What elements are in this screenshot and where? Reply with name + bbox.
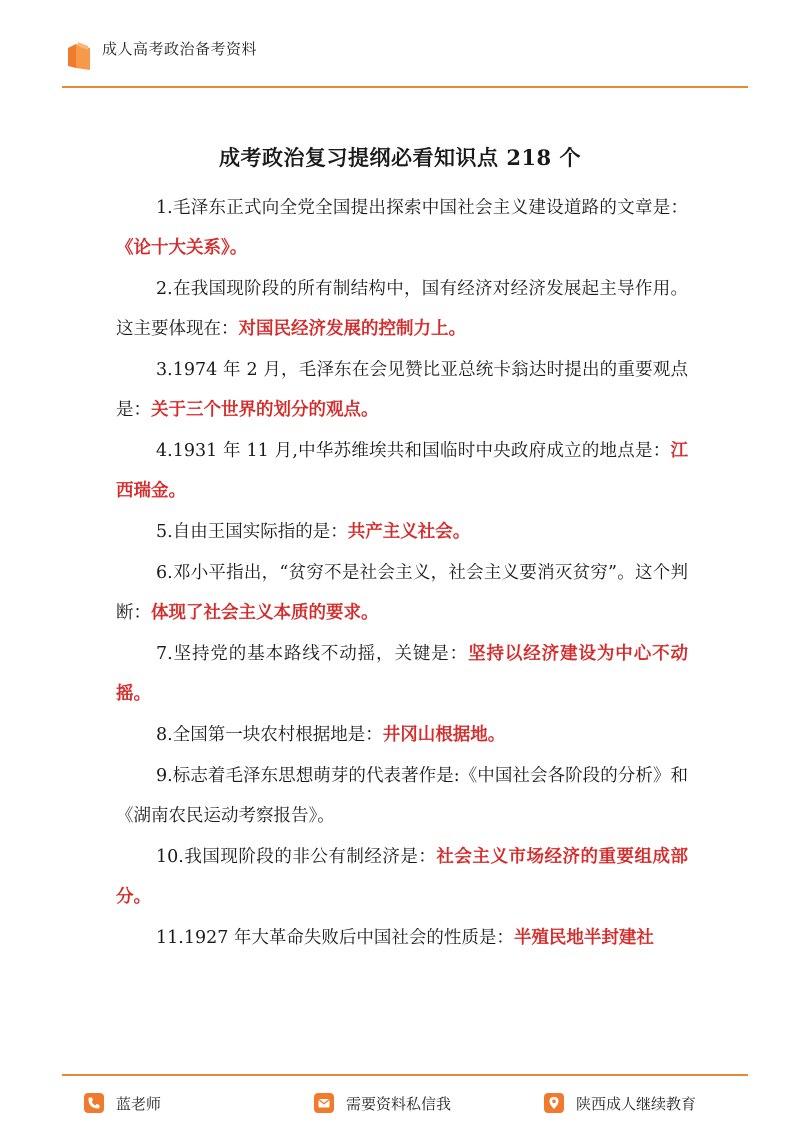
- item-answer: 井冈山根据地。: [382, 725, 506, 745]
- item-question: 3.1974 年 2 月，毛泽东在会见赞比亚总统卡翁达时提出的重要观点是：: [116, 360, 688, 420]
- item-question: 4.1931 年 11 月,中华苏维埃共和国临时中央政府成立的地点是：: [156, 441, 671, 461]
- list-item: [116, 634, 688, 714]
- location-pin-icon: [544, 1093, 564, 1113]
- item-answer: 对国民经济发展的控制力上。: [238, 319, 466, 339]
- mail-icon: [314, 1093, 334, 1113]
- item-question: 6.邓小平指出，“贫穷不是社会主义，社会主义要消灭贫穷”。这个判断：: [116, 563, 688, 623]
- item-answer: 社会主义市场经济的重要组成部分。: [116, 847, 688, 907]
- page-footer: [62, 1074, 748, 1113]
- list-item: [116, 431, 688, 511]
- item-answer: 《论十大关系》。: [116, 238, 248, 258]
- footer-message-text: 需要资料私信我: [346, 1094, 452, 1113]
- item-question: 7.坚持党的基本路线不动摇，关键是：: [156, 644, 469, 664]
- item-answer: 江西瑞金。: [116, 441, 688, 501]
- list-item: [116, 188, 688, 268]
- brand-logo-icon: [66, 40, 92, 70]
- item-question: 1.毛泽东正式向全党全国提出探索中国社会主义建设道路的文章是：: [156, 198, 688, 218]
- item-answer: 共产主义社会。: [347, 522, 471, 542]
- footer-contact-name: 蓝老师: [116, 1094, 162, 1113]
- page-header: [62, 30, 748, 88]
- footer-organization: [544, 1090, 696, 1116]
- header-title: 成人高考政治备考资料: [102, 40, 258, 58]
- knowledge-list: [116, 188, 688, 959]
- item-question: 10.我国现阶段的非公有制经济是：: [156, 847, 437, 867]
- item-answer: 关于三个世界的划分的观点。: [151, 400, 379, 420]
- item-answer: 半殖民地半封建社: [513, 928, 654, 948]
- footer-message: [314, 1090, 451, 1116]
- list-item: [116, 715, 688, 755]
- item-question: 8.全国第一块农村根据地是：: [156, 725, 383, 745]
- list-item: [116, 269, 688, 349]
- list-item: [116, 756, 688, 836]
- list-item: [116, 837, 688, 917]
- footer-org-name: 陕西成人继续教育: [576, 1094, 697, 1113]
- list-item: [116, 553, 688, 633]
- item-question: 9.标志着毛泽东思想萌芽的代表著作是:《中国社会各阶段的分析》和《湖南农民运动考察报告》。: [116, 766, 688, 826]
- item-answer: 体现了社会主义本质的要求。: [151, 603, 379, 623]
- document-title: 成考政治复习提纲必看知识点 218 个: [219, 145, 581, 170]
- item-answer: 坚持以经济建设为中心不动摇。: [116, 644, 688, 704]
- footer-contact: [84, 1090, 161, 1116]
- phone-icon: [84, 1093, 104, 1113]
- item-question: 11.1927 年大革命失败后中国社会的性质是：: [156, 928, 514, 948]
- item-question: 2.在我国现阶段的所有制结构中，国有经济对经济发展起主导作用。这主要体现在：: [116, 279, 688, 339]
- list-item: [116, 512, 688, 552]
- list-item: [116, 350, 688, 430]
- item-question: 5.自由王国实际指的是：: [156, 522, 348, 542]
- list-item: [116, 918, 688, 958]
